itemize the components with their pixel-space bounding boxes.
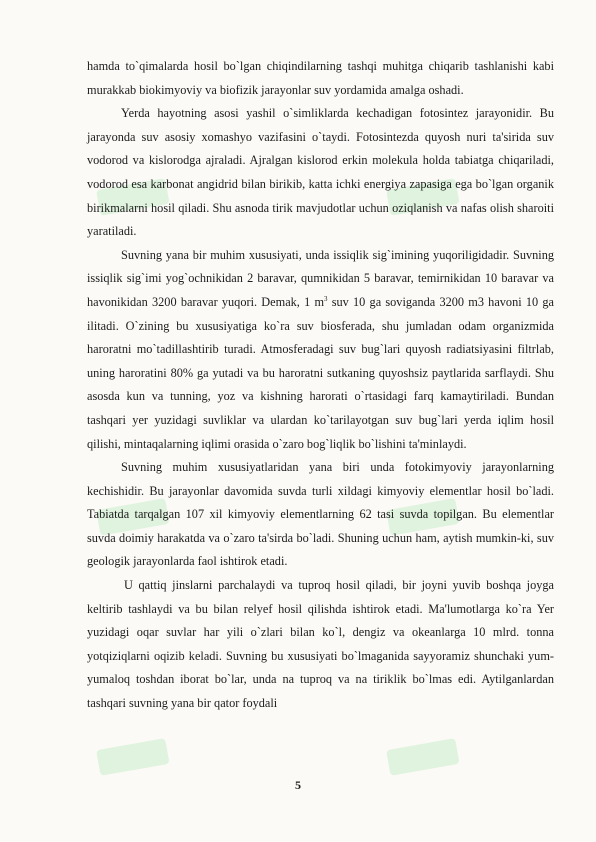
paragraph-2: Yerda hayotning asosi yashil o`simliklarda kechadigan fotosintez jarayonidir. Bu jarayonda suv asosiy xomashyo vazifasini o`taydi. Fotosintezda quyosh nuri ta'sirida suv vodorod va kislorodga ajraladi. Ajralgan kislorod erkin molekula holda tabiatga chiqariladi, vodorod esa karbonat angidrid bilan birikib, katta ichki energiya zapasiga ega bo`lgan organik birikmalarni hosil qiladi. Shu asnoda tirik mavjudotlar uchun oziqlanish va nafas olish sharoiti yaratiladi. <box>87 106 554 239</box>
paragraph-5: U qattiq jinslarni parchalaydi va tuproq hosil qiladi, bir joyni yuvib boshqa joyga keltirib tashlaydi va bu bilan relyef hosil qilishda ishtirok etadi. Ma'lumotlarga ko`ra Yer yuzidagi oqar suvlar har yili o`zlari bilan ko`l, dengiz va okeanlarga 10 mlrd. tonna yotqiziqlarni oqizib keladi. Suvning bu xususiyati bo`lmaganida sayyoramiz shunchaki yum-yumaloq toshdan iborat bo`lar, unda na tuproq va na tiriklik bo`lmas edi. Aytilganlardan tashqari suvning yana bir qator foydali <box>87 578 554 711</box>
paragraph-1: hamda to`qimalarda hosil bo`lgan chiqindilarning tashqi muhitga chiqarib tashlanishi kabi murakkab biokimyoviy va biofizik jarayonlar suv yordamida amalga oshadi. <box>87 59 554 97</box>
body-text <box>87 55 554 716</box>
page-number: 5 <box>295 778 301 792</box>
paragraph-3-text-a: Suvning yana bir muhim xususiyati, unda issiqlik sig`imining yuqoriligidadir. Suvning issiqlik sig`imi yog`ochnikidan 2 baravar, qumnikidan 5 baravar, temirnikidan 10 baravar va havonikidan 3200 baravar yuqori. Demak, 1 m <box>87 247 554 309</box>
paragraph-4: Suvning muhim xususiyatlaridan yana biri unda fotokimyoviy jarayonlarning kechishidir. Bu jarayonlar davomida suvda turli xildagi kimyoviy elementlar hosil bo`ladi. Tabiatda tarqalgan 107 xil kimyoviy elementlarning 62 tasi suvda topilgan. Bu elementlar suvda doimiy harakatda va o`zaro ta'sirda bo`ladi. Shuning uchun ham, aytish mumkin-ki, suv geologik jarayonlarda faol ishtirok etadi. <box>87 460 554 569</box>
paragraph-3 <box>87 244 554 456</box>
superscript-3: 3 <box>324 294 328 303</box>
paragraph-3-text-b: suv 10 ga soviganda 3200 m3 havoni 10 ga ilitadi. O`zining bu xususiyatiga ko`ra suv biosferada, shu jumladan odam organizmida haroratni mo`tadillashtirib turadi. Atmosferadagi suv bug`lari quyosh radiatsiyasini filtrlab, uning haroratini 80% ga yutadi va bu haroratni sutkaning quyoshsiz paytlarida sarflaydi. Shu asosda kun va tunning, yoz va kishning harorati o`rtasidagi farq kamaytiriladi. Bundan tashqari yer yuzidagi suvliklar va ulardan ko`tarilayotgan suv bug`lari yerda iqlim hosil qilishi, mintaqalarning iqlimi orasida o`zaro bog`liqlik bo`lishini ta'minlaydi. <box>87 294 554 451</box>
